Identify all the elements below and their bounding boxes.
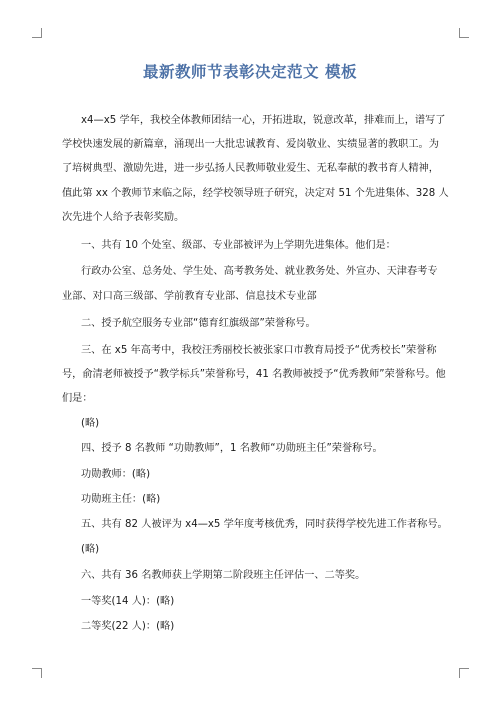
section-3-line-2: 号，俞清老师被授予“教学标兵”荣誉称号，41 名教师被授予“优秀教师”荣誉称号。他: [62, 369, 446, 380]
section-3-line-1: 三、在 x5 年高考中，我校汪秀丽校长被张家口市教育局授予“优秀校长”荣誉称: [81, 345, 437, 356]
crop-mark-top-left: [32, 28, 42, 38]
crop-mark-bottom-right: [459, 668, 469, 678]
section-1-list-line-1: 行政办公室、总务处、学生处、高考教务处、就业教务处、外宣办、天津春考专: [81, 266, 438, 277]
section-3-line-3: 们是：: [62, 393, 93, 404]
document-title: 最新教师节表彰决定范文 模板: [143, 63, 357, 81]
paragraph-1-line-4: 值此第 xx 个教师节来临之际，经学校领导班子研究，决定对 51 个先进集体、328 人: [62, 188, 449, 199]
crop-mark-top-right: [459, 28, 469, 38]
paragraph-1-line-2: 学校快速发展的新篇章，涌现出一大批忠诚教育、爱岗敬业、实绩显著的教职工。为: [62, 139, 439, 150]
section-1-heading: 一、共有 10 个处室、级部、专业部被评为上学期先进集体。他们是：: [81, 240, 396, 251]
section-4-meritorious-head-teacher: 功勋班主任：(略): [81, 494, 161, 505]
paragraph-1-line-3: 了培树典型、激励先进，进一步弘扬人民教师敬业爱生、无私奉献的教书育人精神，: [62, 163, 439, 174]
paragraph-1-line-1: x4—x5 学年，我校全体教师团结一心，开拓进取，锐意改革，排难而上，谱写了: [81, 115, 446, 126]
crop-mark-bottom-left: [32, 668, 42, 678]
paragraph-1-line-5: 次先进个人给予表彰奖励。: [62, 212, 185, 223]
section-6-first-prize: 一等奖(14 人)：(略): [81, 596, 175, 607]
section-3-omitted: (略): [81, 418, 100, 429]
section-6-text: 六、共有 36 名教师获上学期第二阶段班主任评估一、二等奖。: [81, 570, 366, 581]
section-1-list-line-2: 业部、对口高三级部、学前教育专业部、信息技术专业部: [62, 291, 317, 302]
section-2-text: 二、授予航空服务专业部“德育红旗级部”荣誉称号。: [81, 318, 316, 329]
section-4-text: 四、授予 8 名教师 “功勋教师”，1 名教师“功勋班主任”荣誉称号。: [81, 443, 383, 454]
section-5-text: 五、共有 82 人被评为 x4—x5 学年度考核优秀，同时获得学校先进工作者称号。: [81, 519, 448, 530]
section-4-meritorious-teachers: 功勋教师：(略): [81, 469, 151, 480]
section-6-second-prize: 二等奖(22 人)：(略): [81, 621, 175, 632]
section-5-omitted: (略): [81, 544, 100, 555]
